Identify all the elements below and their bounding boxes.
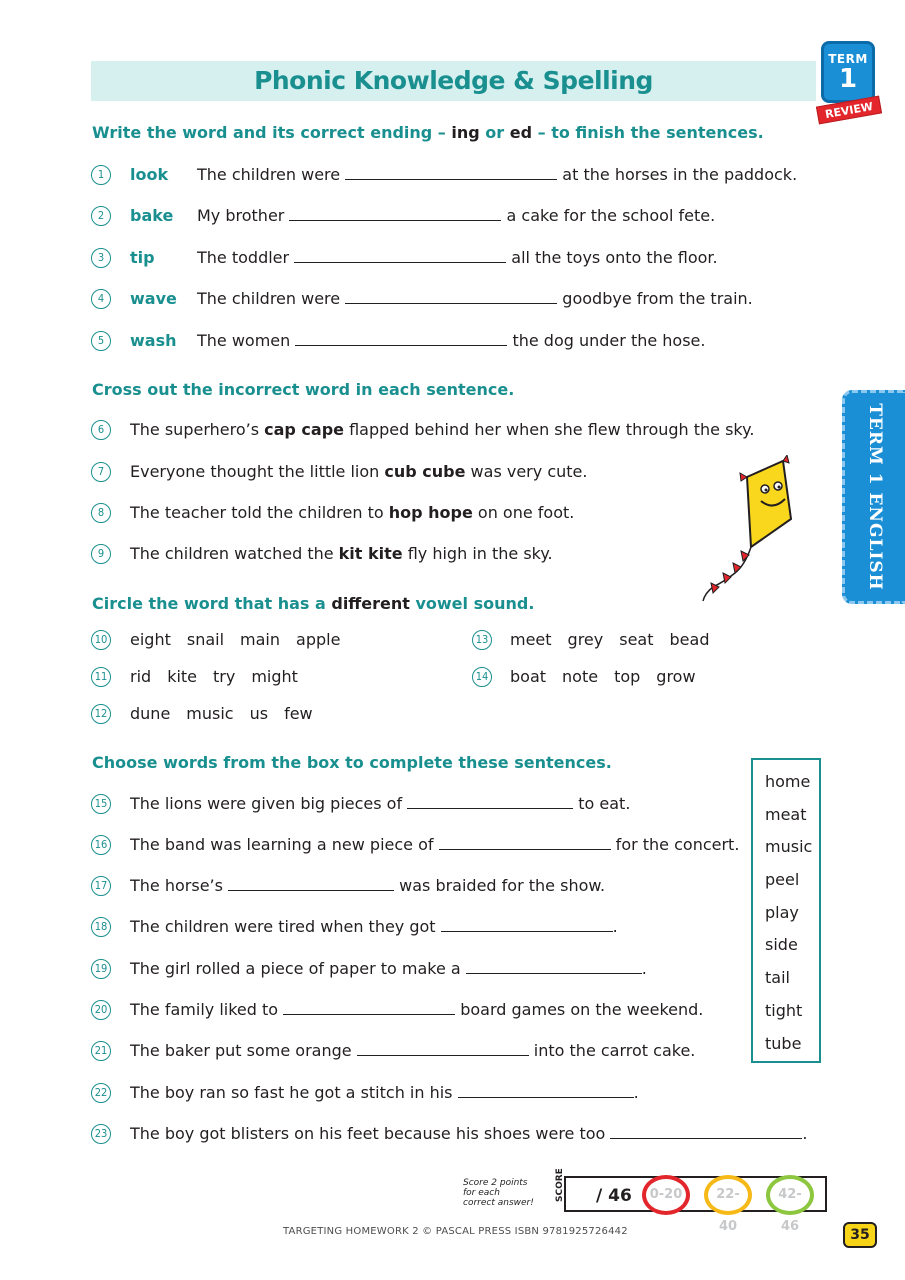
question-number: 16 — [91, 835, 111, 855]
word-options — [130, 704, 329, 723]
base-word: bake — [130, 206, 174, 225]
word-option[interactable]: us — [249, 704, 269, 723]
sentence-text: flapped behind her when she flew through the sky. — [344, 420, 755, 439]
sentence — [130, 503, 574, 522]
sentence — [130, 917, 618, 936]
sentence-text: . — [802, 1124, 808, 1143]
kite-icon — [695, 455, 825, 605]
page-title: Phonic Knowledge & Spelling — [254, 66, 653, 95]
word-choice[interactable]: cap cape — [264, 420, 345, 439]
base-word: wash — [130, 331, 177, 350]
answer-blank[interactable] — [610, 1125, 802, 1139]
word-option[interactable]: kite — [167, 667, 198, 686]
word-option[interactable]: note — [562, 667, 599, 686]
word-box-item: tight — [765, 1000, 803, 1020]
sentence — [130, 959, 647, 978]
sentence-text: fly high in the sky. — [402, 544, 553, 563]
score-note-line: correct answer! — [463, 1198, 534, 1208]
instruction-text: or — [479, 123, 510, 142]
word-choice[interactable]: cub cube — [384, 462, 466, 481]
word-box-item: play — [765, 902, 799, 922]
instruction-word-box: Choose words from the box to complete these sentences. — [92, 753, 612, 772]
sentence-text: Everyone thought the little lion — [130, 462, 385, 481]
sentence-text: at the horses in the paddock. — [557, 165, 798, 184]
sentence-text: was very cute. — [465, 462, 588, 481]
base-word: wave — [130, 289, 177, 308]
answer-blank[interactable] — [228, 877, 394, 891]
word-option[interactable]: eight — [130, 630, 171, 649]
term-box — [821, 41, 875, 103]
question-number: 7 — [91, 462, 111, 482]
question-number: 13 — [472, 630, 492, 650]
question-number: 20 — [91, 1000, 111, 1020]
side-tab — [842, 390, 905, 604]
answer-blank[interactable] — [407, 795, 573, 809]
sentence-text: The boy got blisters on his feet because his shoes were too — [130, 1124, 611, 1143]
sentence-text: The horse’s — [130, 876, 229, 895]
sentence — [130, 794, 630, 813]
question-number: 5 — [91, 331, 111, 351]
sentence — [130, 1124, 808, 1143]
sentence-text: The girl rolled a piece of paper to make a — [130, 959, 466, 978]
sentence-text: board games on the weekend. — [455, 1000, 704, 1019]
question-number: 19 — [91, 959, 111, 979]
instruction-text: vowel sound. — [409, 594, 535, 613]
sentence-text: The toddler — [197, 248, 295, 267]
score-box — [564, 1176, 827, 1234]
question-number: 17 — [91, 876, 111, 896]
word-box-item: home — [765, 772, 811, 791]
word-choice[interactable]: kit kite — [338, 544, 403, 563]
word-box-item: music — [765, 837, 813, 857]
score-note — [463, 1178, 534, 1208]
sentence-text: The family liked to — [130, 1000, 284, 1019]
term-label: TERM — [828, 52, 868, 66]
sentence-text: on one foot. — [472, 503, 575, 522]
review-banner: REVIEW — [816, 96, 882, 125]
sentence-text: The children were — [197, 289, 346, 308]
word-option[interactable]: main — [240, 630, 281, 649]
score-total[interactable]: / 46 — [596, 1186, 632, 1206]
question-number: 18 — [91, 917, 111, 937]
question-number: 10 — [91, 630, 111, 650]
word-option[interactable]: might — [251, 667, 298, 686]
instruction-text: – to finish the sentences. — [532, 123, 764, 142]
sentence-text: The children were — [197, 165, 346, 184]
side-tab-label: TERM 1 ENGLISH — [865, 403, 885, 591]
sentence — [130, 1000, 703, 1019]
sentence — [130, 876, 605, 895]
word-box-item: tube — [765, 1033, 802, 1053]
sentence-text: The boy ran so fast he got a stitch in his — [130, 1083, 458, 1102]
sentence — [197, 165, 797, 184]
sentence-text: goodbye from the train. — [557, 289, 753, 308]
term-number: 1 — [838, 64, 858, 94]
word-options — [510, 630, 725, 649]
score-band-mid[interactable]: 22-40 — [704, 1175, 752, 1215]
word-option[interactable]: meet — [510, 630, 552, 649]
question-number: 8 — [91, 503, 111, 523]
sentence-text: for the concert. — [610, 835, 740, 854]
sentence — [130, 835, 739, 854]
word-option[interactable]: grow — [656, 667, 696, 686]
answer-blank[interactable] — [357, 1042, 529, 1056]
answer-blank[interactable] — [283, 1001, 455, 1015]
sentence — [130, 462, 587, 481]
score-note-line: Score 2 points — [463, 1178, 528, 1188]
word-option[interactable]: rid — [130, 667, 152, 686]
title-bar — [91, 61, 816, 101]
question-number: 15 — [91, 794, 111, 814]
answer-blank[interactable] — [439, 836, 611, 850]
word-box-item: meat — [765, 804, 807, 824]
question-number: 22 — [91, 1083, 111, 1103]
question-number: 14 — [472, 667, 492, 687]
sentence — [130, 1041, 695, 1060]
word-option[interactable]: top — [614, 667, 641, 686]
sentence-text: The teacher told the children to — [130, 503, 389, 522]
sentence-text: The baker put some orange — [130, 1041, 357, 1060]
score-band-low[interactable]: 0-20 — [642, 1175, 690, 1215]
word-option[interactable]: bead — [669, 630, 710, 649]
instruction-text: Write the word and its correct ending – — [92, 123, 452, 142]
sentence-text: . — [612, 917, 618, 936]
word-option[interactable]: few — [284, 704, 313, 723]
question-number: 9 — [91, 544, 111, 564]
instruction-different: different — [331, 594, 410, 613]
word-box-item: tail — [765, 968, 790, 988]
score-note-line: for each — [463, 1188, 500, 1198]
question-number: 23 — [91, 1124, 111, 1144]
question-number: 12 — [91, 704, 111, 724]
question-number: 1 — [91, 165, 111, 185]
instruction-text: Circle the word that has a — [92, 594, 332, 613]
answer-blank[interactable] — [458, 1084, 634, 1098]
word-option[interactable]: grey — [567, 630, 604, 649]
sentence-text: The children were tired when they got — [130, 917, 441, 936]
question-number: 21 — [91, 1041, 111, 1061]
sentence-text: all the toys onto the floor. — [506, 248, 718, 267]
sentence-text: the dog under the hose. — [507, 331, 706, 350]
sentence — [197, 248, 718, 267]
sentence — [197, 206, 715, 225]
word-options — [510, 667, 712, 686]
answer-blank[interactable] — [295, 332, 507, 346]
score-band-high[interactable]: 42-46 — [766, 1175, 814, 1215]
term-badge — [817, 41, 879, 129]
sentence-text: The women — [197, 331, 296, 350]
question-number: 6 — [91, 420, 111, 440]
instruction-ing: ing — [451, 123, 480, 142]
instruction-cross-out: Cross out the incorrect word in each sentence. — [92, 380, 515, 399]
word-options — [130, 630, 356, 649]
word-choice[interactable]: hop hope — [388, 503, 473, 522]
sentence-text: The superhero’s — [130, 420, 265, 439]
sentence-text: . — [633, 1083, 639, 1102]
score-area — [460, 1168, 830, 1234]
sentence-text: The children watched the — [130, 544, 339, 563]
word-option[interactable]: try — [213, 667, 236, 686]
answer-blank[interactable] — [441, 918, 613, 932]
instruction-endings — [92, 123, 764, 142]
sentence-text: The band was learning a new piece of — [130, 835, 439, 854]
instruction-ed: ed — [509, 123, 533, 142]
sentence-text: to eat. — [573, 794, 631, 813]
answer-blank[interactable] — [289, 207, 501, 221]
sentence-text: The lions were given big pieces of — [130, 794, 408, 813]
question-number: 3 — [91, 248, 111, 268]
question-number: 4 — [91, 289, 111, 309]
question-number: 11 — [91, 667, 111, 687]
instruction-vowel — [92, 594, 534, 613]
answer-blank[interactable] — [294, 249, 506, 263]
score-label: SCORE — [555, 1168, 565, 1202]
word-option[interactable]: dune — [130, 704, 171, 723]
sentence — [197, 289, 753, 308]
sentence-text: . — [641, 959, 647, 978]
answer-blank[interactable] — [345, 166, 557, 180]
sentence — [130, 420, 754, 439]
sentence-text: into the carrot cake. — [528, 1041, 696, 1060]
sentence-text: a cake for the school fete. — [501, 206, 716, 225]
word-options — [130, 667, 314, 686]
footer-credit: TARGETING HOMEWORK 2 © PASCAL PRESS ISBN 9781925726442 — [283, 1226, 628, 1237]
word-option[interactable]: apple — [296, 630, 341, 649]
answer-blank[interactable] — [345, 290, 557, 304]
word-option[interactable]: snail — [186, 630, 225, 649]
word-box — [751, 758, 821, 1063]
sentence — [130, 544, 553, 563]
question-number: 2 — [91, 206, 111, 226]
word-box-item: peel — [765, 870, 800, 890]
word-option[interactable]: boat — [510, 667, 547, 686]
base-word: tip — [130, 248, 155, 267]
sentence — [130, 1083, 639, 1102]
sentence — [197, 331, 705, 350]
sentence-text: was braided for the show. — [394, 876, 606, 895]
sentence-text: My brother — [197, 206, 290, 225]
base-word: look — [130, 165, 169, 184]
word-option[interactable]: music — [186, 704, 234, 723]
word-box-item: side — [765, 935, 798, 955]
page-number: 35 — [843, 1222, 877, 1248]
answer-blank[interactable] — [466, 960, 642, 974]
word-option[interactable]: seat — [619, 630, 654, 649]
